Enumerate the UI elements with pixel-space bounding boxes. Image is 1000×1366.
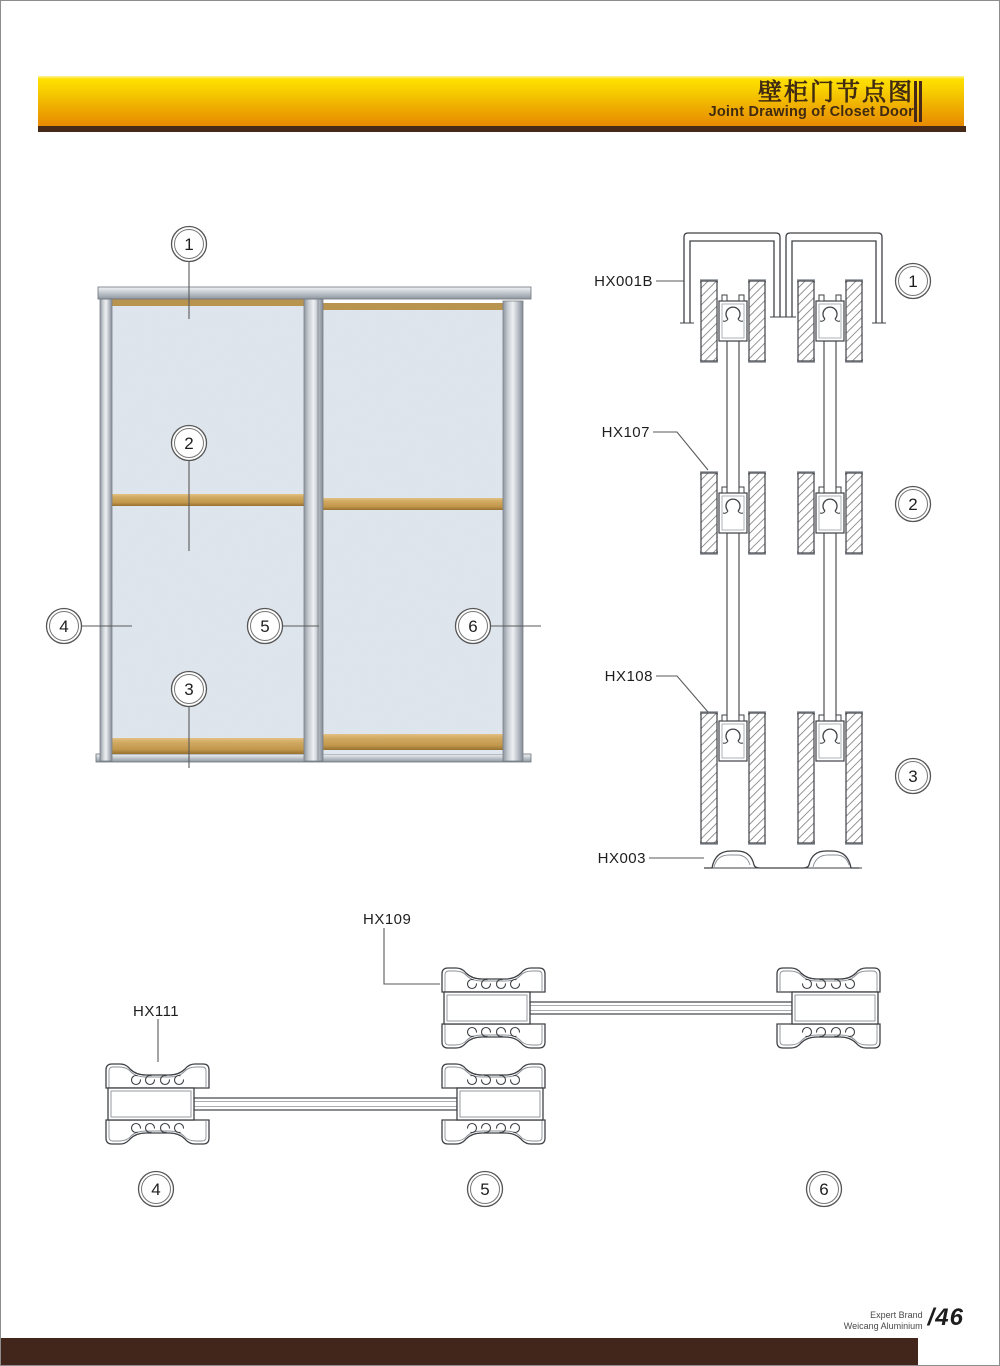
footer-brand-line2: Weicang Aluminium — [843, 1320, 923, 1331]
page-title-chinese: 壁柜门节点图 — [758, 79, 914, 106]
footer-brand — [844, 1310, 923, 1333]
svg-text:6: 6 — [468, 617, 478, 636]
svg-text:3: 3 — [908, 767, 918, 786]
svg-text:4: 4 — [151, 1180, 161, 1199]
callout-section-2 — [896, 487, 931, 522]
svg-text:6: 6 — [819, 1180, 829, 1199]
svg-text:3: 3 — [184, 680, 194, 699]
door-panel-left — [100, 299, 323, 761]
label-hx001b: HX001B — [594, 273, 653, 290]
label-hx003: HX003 — [597, 850, 646, 867]
callout-6 — [456, 609, 491, 644]
footer-brand-line1: Expert Brand — [870, 1309, 923, 1320]
hsection-leader-lines — [158, 928, 440, 1062]
callout-3 — [172, 672, 207, 707]
horizontal-section — [106, 911, 880, 1207]
svg-text:5: 5 — [260, 617, 270, 636]
floor-track-section — [704, 851, 862, 868]
footer-meta — [844, 1304, 964, 1332]
callout-section-1 — [896, 264, 931, 299]
callout-section-6 — [807, 1172, 842, 1207]
svg-text:2: 2 — [184, 434, 194, 453]
vertical-section — [594, 233, 930, 868]
elevation-drawing — [47, 227, 542, 769]
page-title-english: Joint Drawing of Closet Door — [708, 104, 914, 121]
callout-section-3 — [896, 759, 931, 794]
door-panel-right — [323, 301, 523, 761]
svg-text:5: 5 — [480, 1180, 490, 1199]
callout-2 — [172, 426, 207, 461]
svg-text:2: 2 — [908, 495, 918, 514]
svg-text:1: 1 — [908, 272, 918, 291]
footer-bar — [1, 1338, 918, 1366]
label-hx111: HX111 — [133, 1003, 180, 1020]
technical-drawing — [1, 1, 1000, 1366]
callout-section-5 — [468, 1172, 503, 1207]
label-hx107: HX107 — [601, 424, 650, 441]
vsection-leader-lines — [649, 281, 708, 858]
callout-section-4 — [139, 1172, 174, 1207]
svg-text:1: 1 — [184, 235, 194, 254]
top-track — [98, 287, 531, 299]
callout-1 — [172, 227, 207, 262]
page-number: /46 — [927, 1304, 964, 1331]
svg-text:4: 4 — [59, 617, 69, 636]
callout-5 — [248, 609, 283, 644]
callout-4 — [47, 609, 82, 644]
label-hx109: HX109 — [363, 911, 412, 928]
label-hx108: HX108 — [604, 668, 653, 685]
